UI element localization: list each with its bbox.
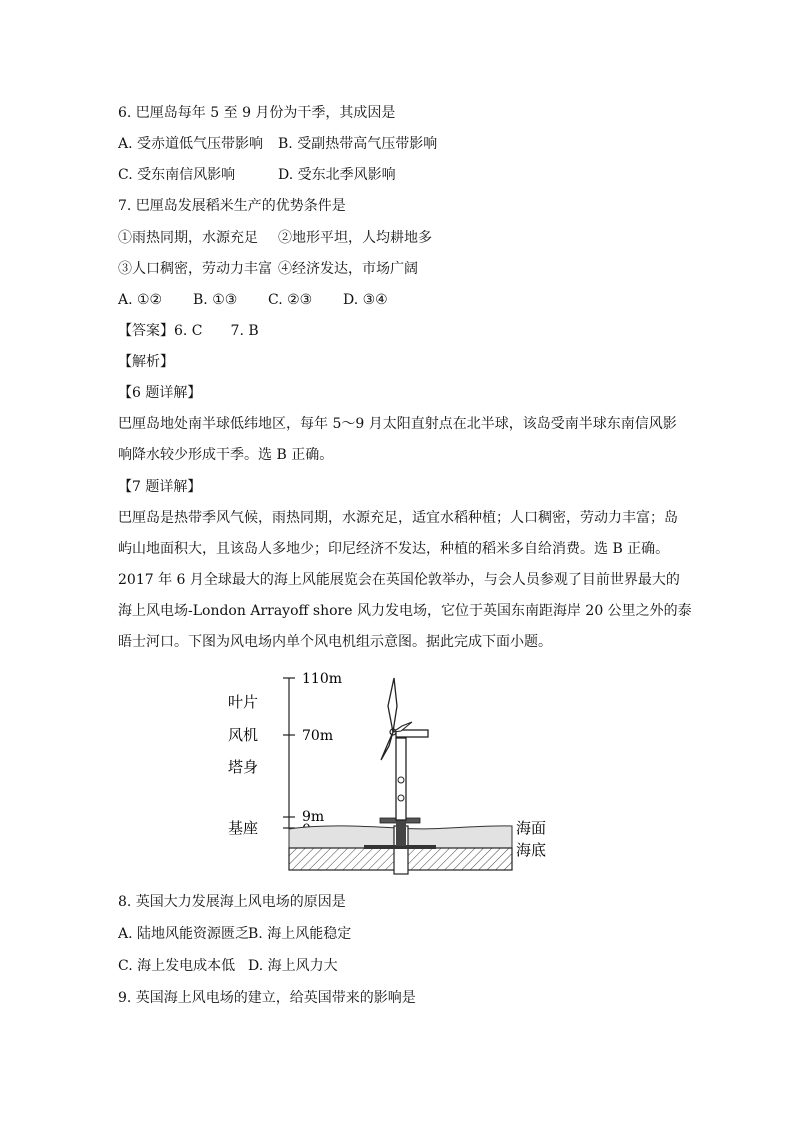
option-8a: A. 陆地风能资源匮乏 — [118, 926, 250, 942]
option-7b: B. ①③ — [193, 292, 238, 308]
height-9m-label: 9m — [302, 809, 325, 825]
blade-label: 叶片 — [228, 693, 259, 711]
nacelle-label: 风机 — [228, 726, 259, 744]
statement-3: ③人口稠密，劳动力丰富 — [118, 261, 272, 277]
base-label: 基座 — [228, 819, 259, 837]
option-8b: B. 海上风能稳定 — [248, 926, 352, 942]
detail-7-text-2: 屿山地面积大，且该岛人多地少；印尼经济不发达，种植的稻米多自给消费。选 B 正确。 — [118, 541, 670, 557]
detail-6-label: 【6 题详解】 — [118, 385, 202, 401]
detail-7-label: 【7 题详解】 — [118, 479, 202, 495]
question-7-statements-row-1 — [118, 228, 432, 248]
sea-floor-label: 海底 — [516, 841, 547, 859]
passage-line-3: 晤士河口。下图为风电场内单个风电机组示意图。据此完成下面小题。 — [118, 634, 552, 650]
question-7-statements-row-2 — [118, 259, 418, 279]
option-6a: A. 受赤道低气压带影响 — [118, 136, 264, 152]
question-6-options-row-1 — [118, 134, 437, 154]
sea-surface-label: 海面 — [516, 819, 547, 837]
statement-2: ②地形平坦，人均耕地多 — [278, 230, 432, 246]
height-110m-label: 110m — [302, 671, 342, 687]
option-7a: A. ①② — [118, 292, 163, 308]
option-8c: C. 海上发电成本低 — [118, 958, 236, 974]
detail-6-text-1: 巴厘岛地处南半球低纬地区，每年 5～9 月太阳直射点在北半球，该岛受南半球东南信风影 — [118, 416, 677, 432]
question-7: 7. 巴厘岛发展稻米生产的优势条件是 — [118, 198, 346, 214]
option-6c: C. 受东南信风影响 — [118, 167, 236, 183]
analysis-label: 【解析】 — [118, 354, 174, 370]
statement-1: ①雨热同期，水源充足 — [118, 230, 258, 246]
tower-label: 塔身 — [228, 758, 259, 776]
question-8-options-row-1 — [118, 924, 351, 944]
question-6: 6. 巴厘岛每年 5 至 9 月份为干季，其成因是 — [118, 105, 396, 121]
question-9: 9. 英国海上风电场的建立，给英国带来的影响是 — [118, 990, 416, 1006]
height-70m-label: 70m — [302, 728, 334, 744]
question-8-options-row-2 — [118, 956, 338, 976]
option-7c: C. ②③ — [268, 292, 313, 308]
blade-upper — [388, 678, 397, 732]
option-8d: D. 海上风力大 — [248, 958, 338, 974]
question-8: 8. 英国大力发展海上风电场的原因是 — [118, 894, 346, 910]
answer-line — [118, 321, 259, 341]
answer-label: 【答案】6. C — [118, 323, 203, 339]
passage-line-2: 海上风电场-London Arrayoff shore 风力发电场，它位于英国东南距海岸 20 公里之外的泰 — [118, 603, 692, 619]
statement-4: ④经济发达，市场广阔 — [278, 261, 418, 277]
passage-line-1: 2017 年 6 月全球最大的海上风能展览会在英国伦敦举办，与会人员参观了目前世界最大的 — [118, 572, 680, 588]
option-7d: D. ③④ — [343, 292, 388, 308]
option-6d: D. 受东北季风影响 — [278, 167, 396, 183]
question-7-options — [118, 290, 418, 310]
detail-7-text-1: 巴厘岛是热带季风气候，雨热同期，水源充足，适宜水稻种植；人口稠密，劳动力丰富；岛 — [118, 510, 678, 526]
wind-turbine-diagram — [222, 668, 568, 878]
detail-6-text-2: 响降水较少形成干季。选 B 正确。 — [118, 447, 334, 463]
base-connector — [396, 818, 406, 846]
option-6b: B. 受副热带高气压带影响 — [278, 136, 438, 152]
question-6-options-row-2 — [118, 165, 396, 185]
blade-lower — [381, 732, 393, 760]
answer-q7: 7. B — [230, 323, 259, 339]
tower — [396, 738, 406, 820]
